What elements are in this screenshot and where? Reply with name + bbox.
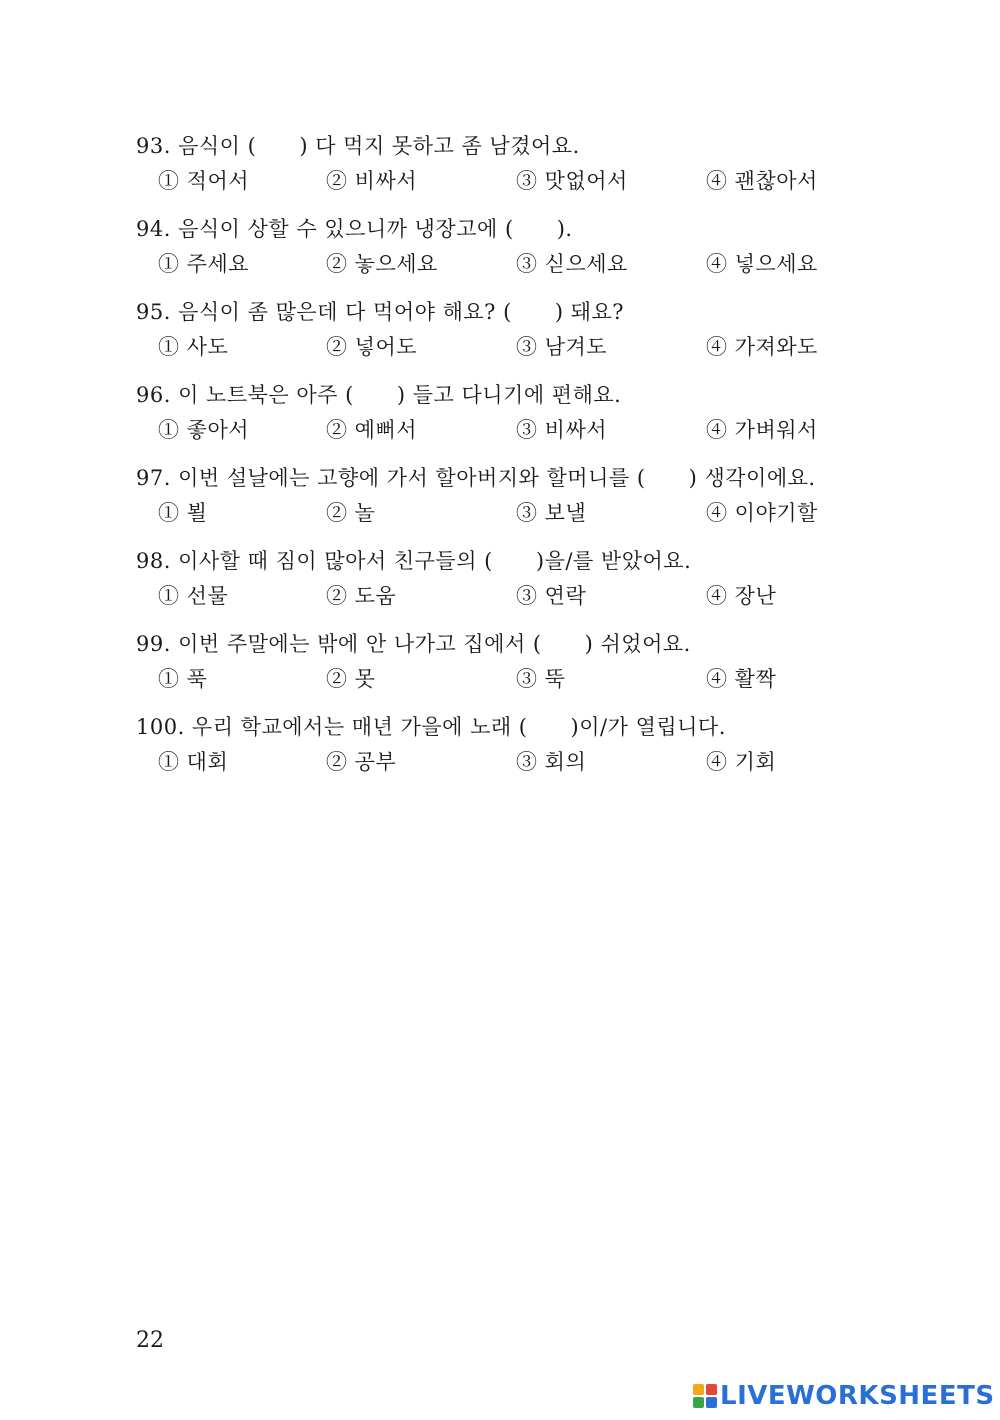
option-3[interactable]: ③ 뚝 [516,667,566,691]
option-3[interactable]: ③ 보낼 [516,501,587,525]
option-3[interactable]: ③ 회의 [516,750,587,774]
option-1[interactable]: ① 대회 [158,750,229,774]
question-93 [136,130,896,213]
question-text: 95. 음식이 좀 많은데 다 먹어야 해요? ( ) 돼요? [136,300,625,324]
option-3[interactable]: ③ 남겨도 [516,335,608,359]
option-2[interactable]: ② 예뻐서 [326,418,418,442]
option-2[interactable]: ② 넣어도 [326,335,418,359]
liveworksheets-brand[interactable] [692,1378,995,1414]
question-95 [136,296,896,379]
option-4[interactable]: ④ 장난 [706,584,777,608]
brand-text: LIVEWORKSHEETS [720,1381,995,1411]
question-text: 99. 이번 주말에는 밖에 안 나가고 집에서 ( ) 쉬었어요. [136,632,691,656]
option-4[interactable]: ④ 괜찮아서 [706,169,818,193]
option-row [136,579,896,613]
liveworksheets-logo-icon [692,1383,718,1409]
option-1[interactable]: ① 사도 [158,335,229,359]
option-2[interactable]: ② 공부 [326,750,397,774]
option-2[interactable]: ② 놀 [326,501,376,525]
question-99 [136,628,896,711]
option-4[interactable]: ④ 넣으세요 [706,252,818,276]
option-1[interactable]: ① 적어서 [158,169,250,193]
question-97 [136,462,896,545]
option-1[interactable]: ① 푹 [158,667,208,691]
option-4[interactable]: ④ 가벼워서 [706,418,818,442]
option-4[interactable]: ④ 이야기할 [706,501,818,525]
question-text: 96. 이 노트북은 아주 ( ) 들고 다니기에 편해요. [136,383,622,407]
option-3[interactable]: ③ 맛없어서 [516,169,628,193]
question-94 [136,213,896,296]
option-2[interactable]: ② 비싸서 [326,169,418,193]
page-number: 22 [136,1328,164,1353]
option-1[interactable]: ① 좋아서 [158,418,250,442]
option-row [136,662,896,696]
option-row [136,413,896,447]
question-98 [136,545,896,628]
option-4[interactable]: ④ 활짝 [706,667,777,691]
option-2[interactable]: ② 놓으세요 [326,252,438,276]
question-text: 97. 이번 설날에는 고향에 가서 할아버지와 할머니를 ( ) 생각이에요. [136,466,816,490]
option-3[interactable]: ③ 연락 [516,584,587,608]
question-text: 94. 음식이 상할 수 있으니까 냉장고에 ( ). [136,217,573,241]
option-4[interactable]: ④ 가져와도 [706,335,818,359]
option-1[interactable]: ① 선물 [158,584,229,608]
option-row [136,745,896,779]
option-4[interactable]: ④ 기회 [706,750,777,774]
question-100 [136,711,896,794]
question-text: 98. 이사할 때 짐이 많아서 친구들의 ( )을/를 받았어요. [136,549,692,573]
option-row [136,164,896,198]
option-2[interactable]: ② 못 [326,667,376,691]
question-text: 100. 우리 학교에서는 매년 가을에 노래 ( )이/가 열립니다. [136,715,726,739]
option-3[interactable]: ③ 비싸서 [516,418,608,442]
option-2[interactable]: ② 도움 [326,584,397,608]
option-3[interactable]: ③ 싣으세요 [516,252,628,276]
option-row [136,247,896,281]
option-1[interactable]: ① 뵐 [158,501,208,525]
option-row [136,496,896,530]
question-list [136,130,896,794]
option-1[interactable]: ① 주세요 [158,252,250,276]
option-row [136,330,896,364]
question-text: 93. 음식이 ( ) 다 먹지 못하고 좀 남겼어요. [136,134,580,158]
question-96 [136,379,896,462]
